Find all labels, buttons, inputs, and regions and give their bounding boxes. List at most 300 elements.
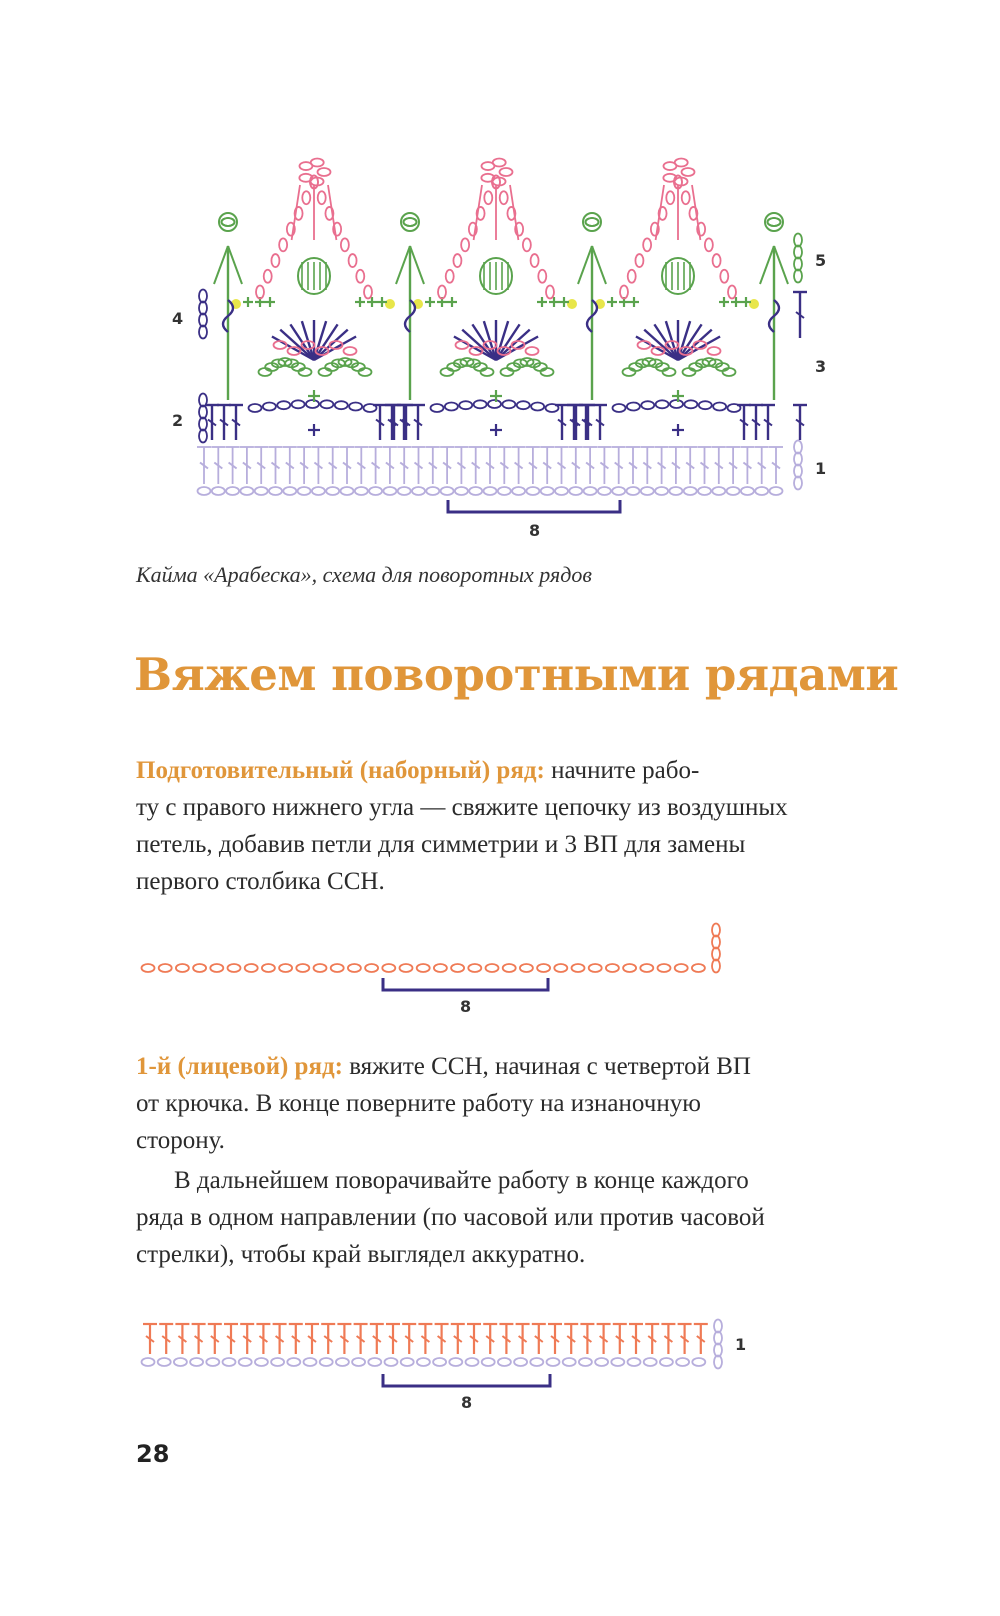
chain-stitch: [306, 400, 319, 408]
chain-stitch: [441, 368, 454, 376]
double-crochet-stitch: [321, 1324, 335, 1354]
chain-stitch: [684, 400, 697, 408]
chain-stitch: [663, 368, 676, 376]
double-crochet-stitch: [240, 1324, 254, 1354]
chain-stitch: [277, 401, 290, 409]
chain-stitch: [369, 487, 382, 495]
single-crochet-stitch: [607, 297, 617, 307]
chain-stitch: [627, 487, 640, 495]
chain-stitch: [336, 1358, 349, 1366]
chain-stitch: [341, 487, 354, 495]
chain-stitch: [713, 402, 726, 410]
chain-stitch: [320, 1358, 333, 1366]
double-crochet-stitch: [569, 447, 583, 484]
double-crochet-stitch: [175, 1324, 189, 1354]
para1-line-4: первого столбика ССН.: [136, 868, 385, 895]
chain-stitch: [623, 964, 636, 972]
chain-stitch: [547, 1358, 560, 1366]
double-crochet-stitch: [305, 1324, 319, 1354]
chain-stitch: [675, 159, 688, 167]
double-crochet-stitch: [629, 1324, 643, 1354]
chain-stitch: [318, 168, 331, 176]
repeat-bracket: [448, 500, 620, 512]
chain-stitch: [349, 402, 362, 410]
chain-stitch: [486, 964, 499, 972]
chain-stitch: [712, 960, 720, 973]
row-label-3: 3: [815, 357, 827, 376]
chain-stitch: [755, 487, 768, 495]
para1-line-2: ту с правого нижнего угла — свяжите цепочку из воздушных: [136, 794, 788, 821]
chain-stitch: [714, 1356, 722, 1369]
paragraph-turning: [136, 1162, 876, 1273]
double-crochet-stitch: [226, 447, 240, 484]
double-crochet-stitch: [499, 1324, 513, 1354]
diagram-stitches: [197, 159, 807, 495]
chain-stitch: [441, 487, 454, 495]
pink-dc: [656, 185, 664, 240]
para2-line-3: сторону.: [136, 1127, 225, 1154]
chain-stitch: [620, 286, 628, 299]
row-label-4: 4: [172, 309, 184, 328]
chain-stitch: [348, 964, 361, 972]
chain-stitch: [623, 368, 636, 376]
chain-stitch: [331, 964, 344, 972]
chain-stitch: [314, 964, 327, 972]
double-crochet-stitch: [564, 1324, 578, 1354]
double-crochet-stitch: [397, 447, 411, 484]
green-column: [760, 246, 774, 284]
chain-stitch: [643, 238, 651, 251]
chain-stitch: [417, 1358, 430, 1366]
double-crochet-stitch: [273, 1324, 287, 1354]
double-crochet-stitch: [712, 447, 726, 484]
chain-stitch: [176, 964, 189, 972]
double-crochet-stitch: [749, 405, 763, 440]
chain-stitch: [641, 401, 654, 409]
chain-stitch: [666, 191, 674, 204]
chain-stitch: [541, 368, 554, 376]
chain-stitch: [223, 1358, 236, 1366]
chain-stitch: [482, 1358, 495, 1366]
chain-stitch: [683, 368, 696, 376]
chain-stitch: [794, 453, 802, 466]
double-crochet-stitch: [208, 1324, 222, 1354]
chain-stitch: [287, 1358, 300, 1366]
chain-stitch: [512, 487, 525, 495]
chain-stitch: [723, 368, 736, 376]
chain-stitch: [269, 487, 282, 495]
chain-stitch: [279, 964, 292, 972]
chain-stitch: [312, 487, 325, 495]
chain-stitch: [656, 400, 669, 408]
double-crochet-stitch: [626, 447, 640, 484]
single-crochet-stitch: [672, 424, 684, 436]
chain-stitch: [520, 964, 533, 972]
pink-dc: [474, 185, 482, 240]
double-crochet-stitch: [254, 447, 268, 484]
chain-stitch: [493, 159, 506, 167]
para3-line-1: В дальнейшем поворачивайте работу в конце каждого: [174, 1167, 749, 1194]
double-crochet-stitch: [197, 447, 211, 484]
double-crochet-stitch: [387, 405, 401, 440]
chain-stitch: [484, 487, 497, 495]
chain-stitch: [684, 487, 697, 495]
chain-stitch: [714, 1344, 722, 1357]
double-crochet-stitch: [326, 447, 340, 484]
double-crochet-stitch: [532, 1324, 546, 1354]
single-crochet-stitch: [719, 297, 729, 307]
chain-stitch: [279, 238, 287, 251]
chain-stitch: [770, 487, 783, 495]
double-crochet-stitch: [435, 1324, 449, 1354]
chain-stitch: [794, 246, 802, 259]
row1-stitches: [142, 1320, 723, 1369]
single-crochet-stitch: [490, 424, 502, 436]
chain-stitch: [699, 401, 712, 409]
chain-stitch: [514, 1358, 527, 1366]
chain-stitch: [474, 400, 487, 408]
double-crochet-stitch: [694, 1324, 708, 1354]
chain-stitch: [531, 254, 539, 267]
double-crochet-stitch: [240, 447, 254, 484]
chain-stitch: [554, 964, 567, 972]
chain-stitch: [400, 964, 413, 972]
double-crochet-stitch: [340, 447, 354, 484]
single-crochet-stitch: [537, 297, 547, 307]
chain-stitch: [563, 1358, 576, 1366]
chain-stitch: [271, 1358, 284, 1366]
chain-stitch: [500, 191, 508, 204]
double-crochet-stitch: [451, 1324, 465, 1354]
double-crochet-stitch: [769, 447, 783, 484]
double-crochet-stitch: [569, 405, 583, 440]
chain-stitch: [417, 964, 430, 972]
chain-stitch: [546, 286, 554, 299]
double-crochet-stitch: [640, 447, 654, 484]
green-column: [396, 246, 410, 284]
para2-line-1: вяжите ССН, начиная с четвертой ВП: [342, 1053, 751, 1080]
chain-stitch: [794, 465, 802, 478]
figure-caption: Кайма «Арабеска», схема для поворотных рядов: [136, 562, 592, 587]
chain-stitch: [537, 964, 550, 972]
double-crochet-stitch: [726, 447, 740, 484]
chain-stitch: [401, 1358, 414, 1366]
double-crochet-stitch: [793, 292, 807, 338]
chain-stitch: [199, 290, 207, 303]
chain-stitch: [142, 964, 155, 972]
chain-stitch: [352, 1358, 365, 1366]
double-crochet-stitch: [483, 447, 497, 484]
chain-stitch: [326, 487, 339, 495]
chain-stitch: [344, 347, 357, 355]
foundation-row-lead: Подготовительный (наборный) ряд:: [136, 757, 545, 784]
chain-stitch: [304, 1358, 317, 1366]
single-crochet-stitch: [355, 297, 365, 307]
double-crochet-stitch: [399, 405, 413, 440]
repeat-label: 8: [529, 521, 541, 540]
chain-stitch: [283, 487, 296, 495]
chain-stitch: [364, 286, 372, 299]
chain-stitch: [628, 270, 636, 283]
yellow-dot: [567, 299, 577, 309]
chain-stitch: [641, 487, 654, 495]
chain-stitch: [728, 286, 736, 299]
chain-repeat-label: 8: [460, 997, 472, 1016]
double-crochet-stitch: [426, 447, 440, 484]
chain-stitch: [359, 368, 372, 376]
chain-stitch: [426, 487, 439, 495]
green-column: [214, 246, 228, 284]
double-crochet-stitch: [655, 447, 669, 484]
chain-stitch: [445, 402, 458, 410]
chain-stitch: [484, 191, 492, 204]
green-column: [410, 246, 424, 284]
first-row-lead: 1-й (лицевой) ряд:: [136, 1053, 343, 1080]
chain-stitch: [383, 487, 396, 495]
arabesque-border-diagram: [0, 0, 1000, 560]
chain-stitch: [669, 487, 682, 495]
double-crochet-stitch: [645, 1324, 659, 1354]
chain-stitch: [595, 1358, 608, 1366]
chain-stitch: [727, 487, 740, 495]
chain-stitch: [199, 430, 207, 443]
chain-stitch: [349, 254, 357, 267]
double-crochet-stitch: [579, 405, 593, 440]
para2-line-2: от крючка. В конце поверните работу на изнаночную: [136, 1090, 701, 1117]
green-column: [578, 246, 592, 284]
chain-stitch: [612, 487, 625, 495]
double-crochet-stitch: [411, 405, 425, 440]
chain-stitch: [503, 964, 516, 972]
chain-stitch: [682, 168, 695, 176]
single-crochet-stitch: [308, 424, 320, 436]
chain-stitch: [356, 270, 364, 283]
double-crochet-stitch: [256, 1324, 270, 1354]
chain-stitch: [434, 964, 447, 972]
yellow-dot: [385, 299, 395, 309]
single-crochet-stitch: [265, 297, 275, 307]
chain-stitch: [640, 964, 653, 972]
section-heading: Вяжем поворотными рядами: [134, 648, 899, 701]
chain-stitches: [142, 924, 721, 973]
chain-stitch: [198, 487, 211, 495]
single-crochet-stitch: [447, 297, 457, 307]
chain-stitch: [675, 964, 688, 972]
chain-stitch: [541, 487, 554, 495]
chain-stitch: [259, 368, 272, 376]
chain-stitch: [584, 487, 597, 495]
double-crochet-stitch: [698, 447, 712, 484]
chain-stitch: [355, 487, 368, 495]
chain-stitch: [433, 1358, 446, 1366]
double-crochet-stitch: [526, 447, 540, 484]
chain-stitch: [611, 1358, 624, 1366]
double-crochet-stitch: [593, 405, 607, 440]
chain-stitch: [206, 1358, 219, 1366]
row1-label: 1: [735, 1335, 747, 1354]
double-crochet-stitch: [229, 405, 243, 440]
double-crochet-stitch: [217, 405, 231, 440]
chain-stitch: [320, 400, 333, 408]
chain-stitch: [708, 347, 721, 355]
double-crochet-stitch: [369, 447, 383, 484]
chain-stitch: [713, 254, 721, 267]
para1-line-1: начните рабо-: [544, 757, 700, 784]
chain-stitch: [199, 302, 207, 315]
chain-stitch: [692, 1358, 705, 1366]
chain-stitch: [635, 254, 643, 267]
chain-stitch: [365, 964, 378, 972]
chain-stitch: [569, 487, 582, 495]
chain-stitch: [158, 1358, 171, 1366]
chain-stitch: [368, 1358, 381, 1366]
double-crochet-stitch: [159, 1324, 173, 1354]
chain-stitch: [142, 1358, 155, 1366]
chain-stitch: [579, 1358, 592, 1366]
chain-stitch: [720, 270, 728, 283]
row-label-5: 5: [815, 251, 827, 270]
chain-stitch: [412, 487, 425, 495]
chain-stitch: [523, 238, 531, 251]
chain-stitch: [794, 441, 802, 454]
double-crochet-stitch: [283, 447, 297, 484]
chain-stitch: [468, 964, 481, 972]
chain-stitch: [398, 487, 411, 495]
chain-stitch: [644, 1358, 657, 1366]
row-label-2: 2: [172, 411, 184, 430]
chain-stitch: [488, 400, 501, 408]
chain-stitch: [385, 1358, 398, 1366]
double-crochet-stitch: [337, 1324, 351, 1354]
chain-stitch: [262, 964, 275, 972]
chain-stitch: [670, 400, 683, 408]
pink-dc: [292, 185, 300, 240]
double-crochet-stitch: [354, 1324, 368, 1354]
chain-stitch: [589, 964, 602, 972]
chain-stitch: [302, 191, 310, 204]
chain-stitch: [627, 402, 640, 410]
double-crochet-stitch: [467, 1324, 481, 1354]
chain-stitch: [586, 218, 599, 226]
double-crochet-stitch: [661, 1324, 675, 1354]
double-crochet-stitch: [580, 1324, 594, 1354]
double-crochet-stitch: [385, 405, 399, 440]
double-crochet-stitch: [583, 447, 597, 484]
chain-stitch: [228, 964, 241, 972]
chain-stitch: [199, 394, 207, 407]
chain-stitch: [311, 159, 324, 167]
double-crochet-stitch: [402, 1324, 416, 1354]
chain-stitch: [682, 191, 690, 204]
para1-line-3: петель, добавив петли для симметрии и 3 ВП для замены: [136, 831, 746, 858]
chain-stitch: [502, 400, 515, 408]
single-crochet-stitch: [243, 297, 253, 307]
chain-stitch: [538, 270, 546, 283]
chain-stitch: [210, 964, 223, 972]
double-crochet-stitch: [412, 447, 426, 484]
chain-stitch: [271, 254, 279, 267]
chain-stitch: [222, 218, 235, 226]
chain-stitch: [199, 406, 207, 419]
chain-stitch: [466, 1358, 479, 1366]
chain-stitch: [531, 402, 544, 410]
chain-stitch: [459, 401, 472, 409]
double-crochet-stitch: [761, 405, 775, 440]
chain-stitch: [199, 314, 207, 327]
double-crochet-stitch: [224, 1324, 238, 1354]
chain-stitch: [451, 964, 464, 972]
chain-stitch: [455, 487, 468, 495]
chain-stitch: [628, 1358, 641, 1366]
double-crochet-stitch: [440, 447, 454, 484]
chain-stitch: [500, 168, 513, 176]
chain-stitch: [658, 964, 671, 972]
chain-stitch: [526, 487, 539, 495]
double-crochet-stitch: [397, 405, 411, 440]
chain-stitch: [712, 936, 720, 949]
chain-stitch: [446, 270, 454, 283]
chain-stitch: [453, 254, 461, 267]
chain-stitch: [714, 1332, 722, 1345]
chain-stitch: [598, 487, 611, 495]
chain-stitch: [255, 1358, 268, 1366]
pink-dc: [328, 185, 336, 240]
row1-repeat-bracket: [383, 1374, 550, 1386]
pink-dc: [510, 185, 518, 240]
chain-stitch: [298, 487, 311, 495]
chain-stitch: [501, 368, 514, 376]
green-column: [774, 246, 788, 284]
double-crochet-stitch: [211, 447, 225, 484]
chain-stitch: [319, 368, 332, 376]
chain-stitch: [794, 258, 802, 271]
chain-stitch: [530, 1358, 543, 1366]
double-crochet-stitch: [555, 447, 569, 484]
chain-stitch: [341, 238, 349, 251]
chain-stitch: [159, 964, 172, 972]
double-crochet-stitch: [516, 1324, 530, 1354]
chain-stitch: [174, 1358, 187, 1366]
chain-stitch: [193, 964, 206, 972]
double-crochet-stitch: [454, 447, 468, 484]
chain-stitch: [364, 404, 377, 412]
chain-stitch: [249, 404, 262, 412]
chain-stitch: [264, 270, 272, 283]
chain-stitch: [296, 964, 309, 972]
chain-stitch: [712, 948, 720, 961]
double-crochet-stitch: [354, 447, 368, 484]
double-crochet-stitch: [612, 447, 626, 484]
chain-stitch: [692, 964, 705, 972]
chain-stitch: [199, 326, 207, 339]
double-crochet-stitch: [755, 447, 769, 484]
chain-stitch: [438, 286, 446, 299]
chain-stitch: [226, 487, 239, 495]
chain-stitch: [498, 1358, 511, 1366]
paragraph-foundation-row: [136, 752, 876, 900]
chain-stitch: [382, 964, 395, 972]
chain-stitch: [212, 487, 225, 495]
chain-stitch: [712, 487, 725, 495]
chain-stitch: [794, 270, 802, 283]
chain-stitch: [240, 487, 253, 495]
chain-stitch: [555, 487, 568, 495]
double-crochet-stitch: [297, 447, 311, 484]
chain-stitch: [481, 368, 494, 376]
chain-repeat-bracket: [383, 978, 548, 990]
chain-stitch: [526, 347, 539, 355]
chain-stitch: [714, 1320, 722, 1333]
